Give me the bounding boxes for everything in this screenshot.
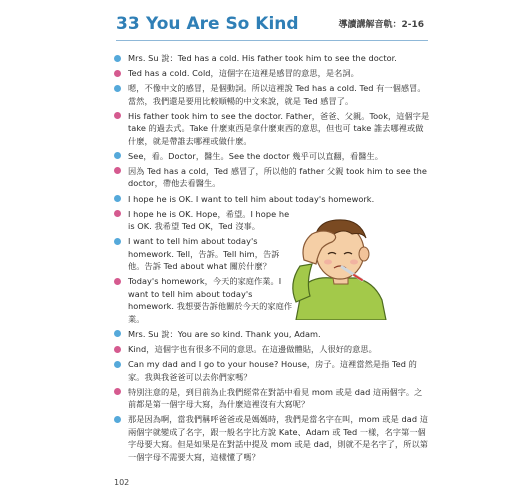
pink-speaker-dot-icon bbox=[114, 388, 121, 395]
blue-speaker-dot-icon bbox=[114, 361, 121, 368]
dialogue-text: 特別注意的是，到目前為止我們經常在對話中看見 mom 或是 dad 這兩個字。之前都是第一個字母大寫，為什麼這裡沒有大寫呢？ bbox=[128, 386, 423, 410]
dialogue-line bbox=[114, 358, 430, 383]
dialogue-text: 嗯，不像中文的感冒，是個動詞。所以這裡說 Ted has a cold. Ted 有一個感冒。當然，我們還是要用比較順暢的中文來說，就是 Ted 感冒了。 bbox=[128, 83, 426, 106]
audio-track-label: 導讀講解音軌：2-16 bbox=[338, 20, 424, 30]
dialogue-line bbox=[114, 82, 430, 107]
blue-speaker-dot-icon bbox=[114, 330, 121, 337]
dialogue-line bbox=[114, 343, 430, 356]
dialogue-text: Ted has a cold. Cold，這個字在這裡是感冒的意思，是名詞。 bbox=[128, 68, 359, 79]
dialogue-line bbox=[114, 235, 293, 273]
dialogue-text: Today's homework，今天的家庭作業。I want to tell him about today's homework. 我想要告訴他關於今天的家庭作業。 bbox=[128, 276, 293, 324]
dialogue-text: Can my dad and I go to your house? House，房子。這裡當然是指 Ted 的家。我與我爸爸可以去你們家嗎？ bbox=[128, 359, 417, 382]
dialogue-text: See，看。Doctor，醫生。See the doctor 幾乎可以直翻，看醫生。 bbox=[128, 150, 383, 161]
dialogue-text: Mrs. Su 說：You are so kind. Thank you, Adam. bbox=[128, 328, 321, 339]
dialogue-line bbox=[114, 328, 430, 341]
pink-speaker-dot-icon bbox=[114, 210, 121, 217]
blue-speaker-dot-icon bbox=[114, 152, 121, 159]
dialogue-text: 那是因為啊，當我們稱呼爸爸或是媽媽時，我們是當名字在叫，mom 或是 dad 這兩個字就變成了名字，跟一般名字比方說 Kate、Adam 或 Ted 一樣，名字第一個字母要大寫。但是如果是在對話中提及 mom 或是 dad，則就不是名字了，所以第一個字母不需要大寫，這樣懂了嗎？ bbox=[128, 414, 428, 462]
dialogue-text: I want to tell him about today's homework. Tell，告訴。Tell him，告訴他。告訴 Ted about what 關於什麼？ bbox=[128, 236, 280, 272]
blue-speaker-dot-icon bbox=[114, 195, 121, 202]
blue-speaker-dot-icon bbox=[114, 85, 121, 92]
dialogue-text: Kind，這個字也有很多不同的意思。在這邊做體貼，人很好的意思。 bbox=[128, 344, 377, 355]
dialogue-line bbox=[114, 386, 430, 411]
dialogue-text: 因為 Ted has a cold，Ted 感冒了，所以他的 father 父親 took him to see the doctor，帶他去看醫生。 bbox=[128, 165, 427, 189]
dialogue-line bbox=[114, 150, 430, 163]
header-divider bbox=[116, 40, 428, 41]
pink-speaker-dot-icon bbox=[114, 70, 121, 77]
dialogue-line bbox=[114, 165, 430, 190]
dialogue-line bbox=[114, 67, 430, 80]
blue-speaker-dot-icon bbox=[114, 55, 121, 62]
pink-speaker-dot-icon bbox=[114, 112, 121, 119]
pink-speaker-dot-icon bbox=[114, 167, 121, 174]
dialogue-line bbox=[114, 413, 430, 463]
lesson-title: You Are So Kind bbox=[146, 14, 299, 34]
pink-speaker-dot-icon bbox=[114, 346, 121, 353]
dialogue-text: Mrs. Su 說：Ted has a cold. His father took him to see the doctor. bbox=[128, 53, 397, 63]
dialogue-text: His father took him to see the doctor. Father，爸爸、父親。Took，這個字是 take 的過去式。Take 什麼東西是拿什麼東西的意思，但也可 take 誰去哪裡或做什麼，就是帶誰去哪裡或做什麼。 bbox=[128, 110, 430, 146]
lesson-number: 33 bbox=[116, 14, 140, 34]
blue-speaker-dot-icon bbox=[114, 416, 121, 423]
dialogue-line bbox=[114, 275, 293, 325]
dialogue-line bbox=[114, 52, 430, 65]
blue-speaker-dot-icon bbox=[114, 238, 121, 245]
dialogue-line bbox=[114, 110, 430, 148]
sick-boy-illustration bbox=[282, 204, 394, 320]
page-number: 102 bbox=[114, 478, 130, 487]
dialogue-line bbox=[114, 208, 293, 233]
dialogue-text: I hope he is OK. Hope，希望。I hope he is OK. 我希望 Ted OK，Ted 沒事。 bbox=[128, 208, 290, 232]
pink-speaker-dot-icon bbox=[114, 278, 121, 285]
dialogue-text: I hope he is OK. I want to tell him about today's homework. bbox=[128, 193, 375, 204]
